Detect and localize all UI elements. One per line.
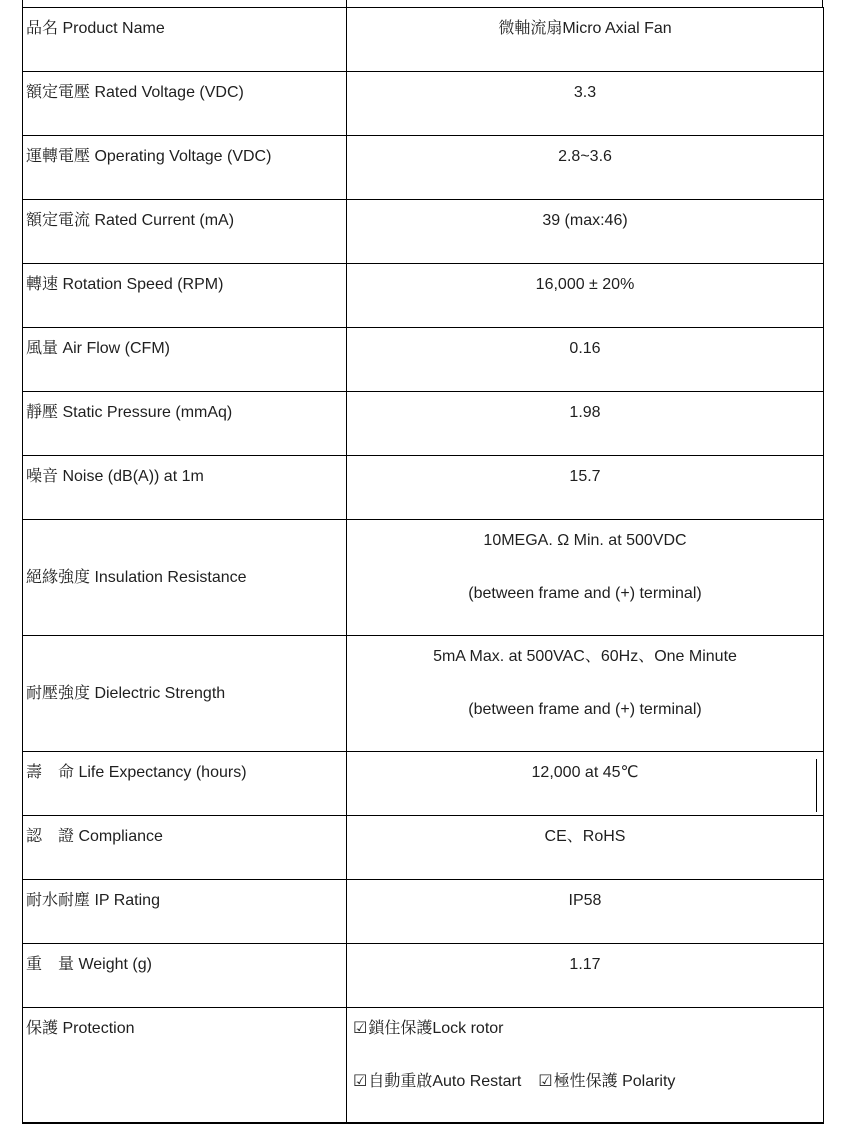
- row-value-line: (between frame and (+) terminal): [468, 585, 702, 602]
- row-label: 額定電流 Rated Current (mA): [26, 212, 235, 229]
- cell-border-artifact: [816, 759, 817, 812]
- row-value-cell: [347, 752, 824, 816]
- row-value: CE、RoHS: [544, 828, 626, 845]
- checkbox-checked-icon: ☑: [353, 1073, 368, 1090]
- table-row-life-expectancy: [23, 752, 824, 816]
- row-value: 16,000 ± 20%: [535, 276, 635, 293]
- protection-item-auto-restart: [353, 1073, 521, 1090]
- row-value-cell: [347, 520, 824, 636]
- row-value: 12,000 at 45℃: [531, 764, 639, 781]
- row-value-cell: [347, 456, 824, 520]
- row-label-cell: [23, 636, 347, 752]
- row-label: 轉速 Rotation Speed (RPM): [26, 276, 224, 293]
- table-row-compliance: [23, 816, 824, 880]
- row-label: 靜壓 Static Pressure (mmAq): [26, 404, 233, 421]
- row-label-cell: [23, 392, 347, 456]
- row-label: 運轉電壓 Operating Voltage (VDC): [26, 148, 272, 165]
- row-value: 3.3: [573, 84, 597, 101]
- row-value: IP58: [568, 892, 602, 909]
- row-label-cell: [23, 520, 347, 636]
- table-row-weight: [23, 944, 824, 1008]
- row-value-cell: [347, 880, 824, 944]
- row-value: 39 (max:46): [542, 212, 628, 229]
- table-row-noise: [23, 456, 824, 520]
- row-value: 2.8~3.6: [558, 148, 612, 165]
- row-label-cell: [23, 328, 347, 392]
- spec-table: [22, 7, 824, 1124]
- row-label-cell: [23, 8, 347, 72]
- protection-item-lock-rotor: [353, 1020, 504, 1037]
- row-value: 1.98: [569, 404, 601, 421]
- row-label-cell: [23, 752, 347, 816]
- table-cut-border-stub: [22, 0, 23, 7]
- row-label-cell: [23, 136, 347, 200]
- row-value: 15.7: [569, 468, 601, 485]
- row-value-cell: [347, 944, 824, 1008]
- row-value-cell: [347, 1008, 824, 1124]
- table-row-rated-voltage: [23, 72, 824, 136]
- row-label-cell: [23, 816, 347, 880]
- row-label: 耐水耐塵 IP Rating: [26, 892, 160, 909]
- row-label: 壽 命 Life Expectancy (hours): [26, 764, 247, 781]
- protection-line: [353, 1071, 823, 1093]
- checkbox-checked-icon: ☑: [538, 1073, 553, 1090]
- row-value-cell: [347, 136, 824, 200]
- protection-line: [353, 1018, 823, 1040]
- table-row-ip-rating: [23, 880, 824, 944]
- table-row-insulation-resistance: [23, 520, 824, 636]
- row-label-cell: [23, 880, 347, 944]
- row-label: 風量 Air Flow (CFM): [26, 340, 170, 357]
- table-row-protection: [23, 1008, 824, 1124]
- row-value-cell: [347, 72, 824, 136]
- table-row-operating-voltage: [23, 136, 824, 200]
- row-label-cell: [23, 264, 347, 328]
- checkbox-checked-icon: ☑: [353, 1020, 368, 1037]
- row-value-line: 5mA Max. at 500VAC、60Hz、One Minute: [433, 648, 737, 665]
- row-label: 認 證 Compliance: [26, 828, 163, 845]
- row-value: 1.17: [569, 956, 601, 973]
- row-value-line: (between frame and (+) terminal): [468, 701, 702, 718]
- row-value-cell: [347, 264, 824, 328]
- row-value-cell: [347, 816, 824, 880]
- table-row-static-pressure: [23, 392, 824, 456]
- protection-item-label: 極性保護 Polarity: [553, 1073, 676, 1090]
- row-label: 品名 Product Name: [26, 20, 165, 37]
- row-label: 保護 Protection: [26, 1020, 135, 1037]
- row-value-cell: [347, 636, 824, 752]
- row-label-cell: [23, 1008, 347, 1124]
- row-value: 0.16: [569, 340, 601, 357]
- row-label-cell: [23, 200, 347, 264]
- protection-item-label: 鎖住保護Lock rotor: [368, 1020, 504, 1037]
- protection-item-polarity: [538, 1073, 675, 1090]
- row-label-cell: [23, 72, 347, 136]
- row-value-cell: [347, 8, 824, 72]
- table-cut-border-stub: [822, 0, 823, 7]
- row-label-cell: [23, 456, 347, 520]
- table-row-air-flow: [23, 328, 824, 392]
- row-label: 噪音 Noise (dB(A)) at 1m: [26, 468, 204, 485]
- table-cut-border-stub: [346, 0, 347, 7]
- protection-item-label: 自動重啟Auto Restart: [368, 1073, 522, 1090]
- table-row-product-name: [23, 8, 824, 72]
- row-label: 耐壓強度 Dielectric Strength: [26, 684, 226, 702]
- row-value: 微軸流扇Micro Axial Fan: [498, 20, 672, 37]
- row-label-cell: [23, 944, 347, 1008]
- row-label: 重 量 Weight (g): [26, 956, 152, 973]
- table-row-dielectric-strength: [23, 636, 824, 752]
- row-value-cell: [347, 200, 824, 264]
- table-row-rotation-speed: [23, 264, 824, 328]
- row-value-cell: [347, 328, 824, 392]
- table-row-rated-current: [23, 200, 824, 264]
- row-label: 絕緣強度 Insulation Resistance: [26, 568, 247, 586]
- row-value-cell: [347, 392, 824, 456]
- row-value-line: 10MEGA. Ω Min. at 500VDC: [483, 532, 687, 549]
- row-label: 額定電壓 Rated Voltage (VDC): [26, 84, 244, 101]
